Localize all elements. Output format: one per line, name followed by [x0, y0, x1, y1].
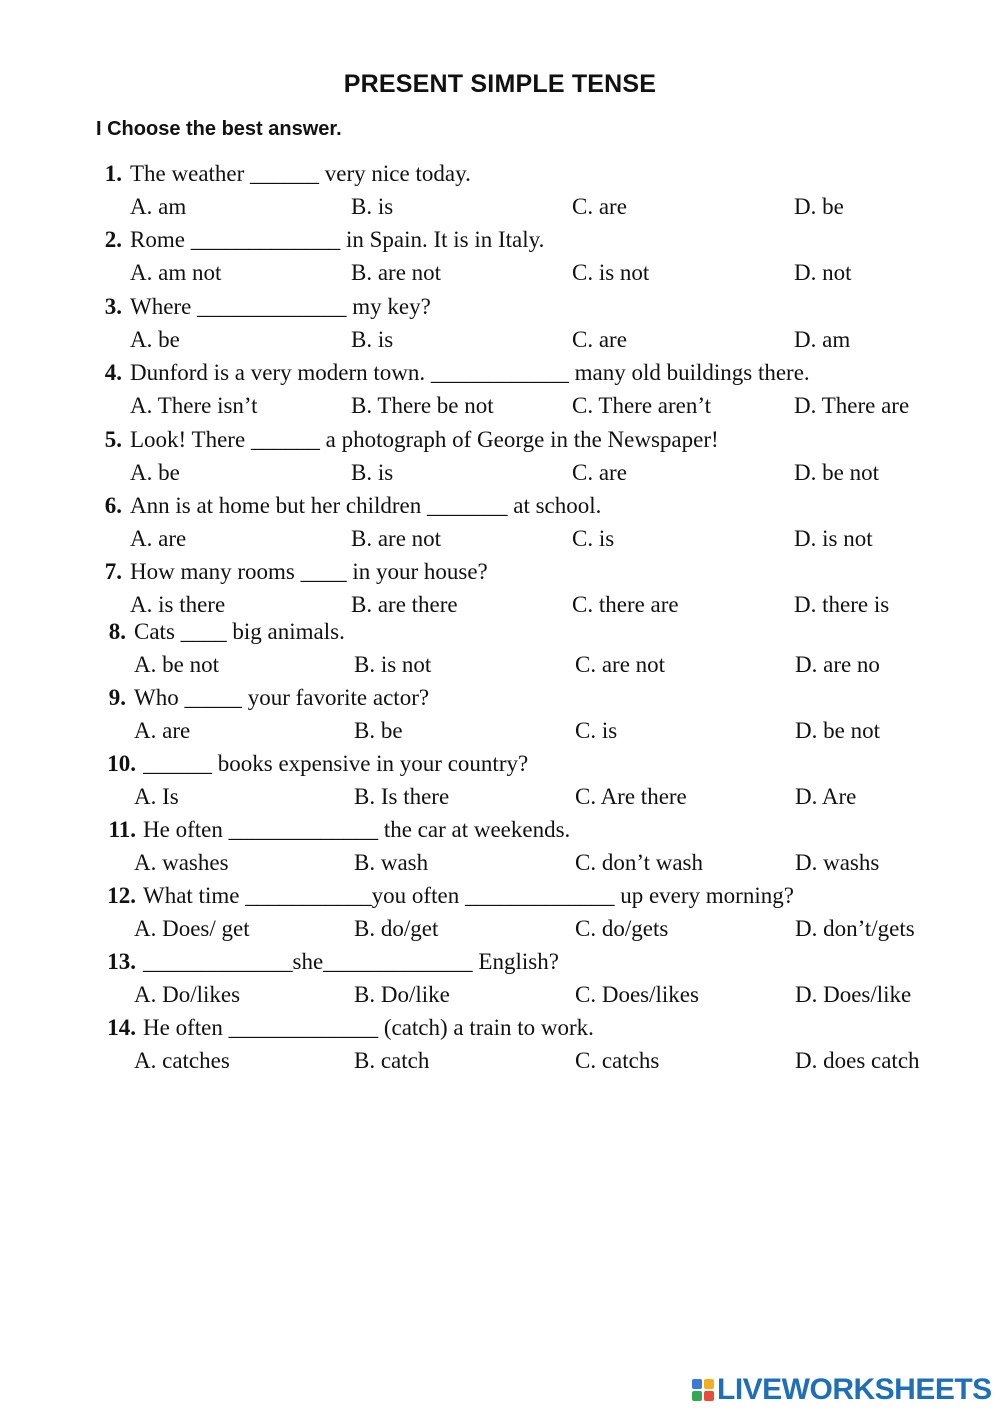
question-10	[0, 747, 1000, 813]
question-number: 9.	[108, 685, 126, 711]
option-d[interactable]: D. don’t/gets	[795, 916, 915, 942]
question-stem: Where _____________ my key?	[130, 293, 431, 319]
option-d[interactable]: D. There are	[794, 393, 910, 419]
question-number: 7.	[104, 559, 122, 585]
liveworksheets-logo	[692, 1374, 992, 1406]
question-stem: How many rooms ____ in your house?	[130, 559, 488, 585]
option-a[interactable]: A. catches	[134, 1048, 230, 1074]
question-stem: He often _____________ (catch) a train to work.	[143, 1015, 594, 1041]
question-stem: The weather ______ very nice today.	[130, 161, 471, 186]
option-c[interactable]: C. are not	[575, 652, 666, 678]
question-stem: Ann is at home but her children _______ at school.	[130, 492, 602, 518]
option-a[interactable]: A. Do/likes	[134, 982, 241, 1008]
option-c[interactable]: C. is	[572, 525, 615, 551]
question-number: 12.	[107, 883, 136, 909]
option-b[interactable]: B. are not	[351, 260, 442, 286]
option-a[interactable]: A. am not	[130, 260, 222, 286]
question-14	[0, 1011, 1000, 1077]
question-2	[0, 223, 1000, 289]
option-c[interactable]: C. don’t wash	[575, 850, 703, 876]
question-12	[0, 879, 1000, 945]
option-d[interactable]: D. are no	[795, 652, 880, 678]
option-b[interactable]: B. is	[351, 194, 394, 219]
option-d[interactable]: D. be not	[795, 718, 880, 744]
option-d[interactable]: D. washs	[795, 850, 880, 876]
question-3	[0, 290, 1000, 356]
option-b[interactable]: B. are not	[351, 525, 442, 551]
question-stem: Look! There ______ a photograph of George in the Newspaper!	[130, 426, 719, 452]
option-b[interactable]: B. is not	[354, 652, 432, 678]
option-d[interactable]: D. Are	[795, 784, 857, 810]
question-7	[0, 555, 1000, 618]
question-number: 11.	[108, 817, 136, 843]
question-4	[0, 356, 1000, 422]
option-b[interactable]: B. Is there	[354, 784, 450, 810]
question-1	[0, 157, 1000, 223]
question-stem: _____________she_____________ English?	[143, 949, 559, 975]
option-b[interactable]: B. Do/like	[354, 982, 450, 1008]
liveworksheets-icon	[692, 1379, 714, 1401]
section-instruction: I Choose the best answer.	[96, 118, 342, 140]
question-stem: Cats ____ big animals.	[134, 619, 345, 645]
question-stem: Who _____ your favorite actor?	[134, 685, 430, 711]
question-stem: Dunford is a very modern town. ____________ many old buildings there.	[130, 360, 810, 386]
option-c[interactable]: C. Are there	[575, 784, 687, 810]
question-stem: ______ books expensive in your country?	[143, 751, 529, 777]
option-d[interactable]: D. be	[794, 194, 844, 219]
question-stem: What time ___________you often _____________ up every morning?	[143, 883, 794, 909]
option-b[interactable]: B. is	[351, 459, 394, 485]
question-number: 10.	[107, 751, 136, 777]
option-a[interactable]: A. There isn’t	[130, 393, 258, 419]
option-a[interactable]: A. are	[134, 718, 191, 744]
option-c[interactable]: C. do/gets	[575, 916, 669, 942]
option-c[interactable]: C. are	[572, 326, 627, 352]
page-title: PRESENT SIMPLE TENSE	[343, 70, 657, 98]
option-b[interactable]: B. is	[351, 326, 394, 352]
option-a[interactable]: A. Is	[134, 784, 179, 810]
question-stem: Rome _____________ in Spain. It is in Italy.	[130, 227, 545, 253]
option-a[interactable]: A. am	[130, 194, 187, 219]
question-number: 5.	[104, 426, 122, 452]
option-a[interactable]: A. are	[130, 525, 187, 551]
question-number: 1.	[104, 161, 122, 186]
option-d[interactable]: D. there is	[794, 592, 890, 618]
option-b[interactable]: B. There be not	[351, 393, 494, 419]
option-b[interactable]: B. wash	[354, 850, 429, 876]
option-c[interactable]: C. Does/likes	[575, 982, 699, 1008]
option-c[interactable]: C. is not	[572, 260, 650, 286]
option-a[interactable]: A. washes	[134, 850, 229, 876]
question-11	[0, 813, 1000, 879]
question-stem: He often _____________ the car at weekends.	[143, 817, 571, 843]
question-number: 3.	[104, 293, 122, 319]
option-d[interactable]: D. does catch	[795, 1048, 920, 1074]
question-number: 8.	[108, 619, 126, 645]
question-number: 4.	[104, 360, 122, 386]
option-a[interactable]: A. be	[130, 459, 180, 485]
question-number: 2.	[104, 227, 122, 253]
option-c[interactable]: C. catchs	[575, 1048, 660, 1074]
option-d[interactable]: D. not	[794, 260, 852, 286]
option-b[interactable]: B. do/get	[354, 916, 439, 942]
option-d[interactable]: D. is not	[794, 525, 873, 551]
question-number: 14.	[107, 1015, 136, 1041]
watermark-text: LIVEWORKSHEETS	[717, 1373, 992, 1406]
question-9	[0, 681, 1000, 747]
option-d[interactable]: D. be not	[794, 459, 879, 485]
question-5	[0, 423, 1000, 489]
option-c[interactable]: C. are	[572, 194, 627, 219]
option-a[interactable]: A. is there	[130, 592, 226, 618]
option-a[interactable]: A. be	[130, 326, 180, 352]
option-c[interactable]: C. are	[572, 459, 627, 485]
option-d[interactable]: D. am	[794, 326, 851, 352]
option-c[interactable]: C. is	[575, 718, 618, 744]
question-list	[0, 157, 1000, 1077]
option-b[interactable]: B. are there	[351, 592, 458, 618]
question-13	[0, 945, 1000, 1011]
option-c[interactable]: C. there are	[572, 592, 679, 618]
option-b[interactable]: B. be	[354, 718, 403, 744]
option-b[interactable]: B. catch	[354, 1048, 430, 1074]
option-a[interactable]: A. Does/ get	[134, 916, 250, 942]
option-c[interactable]: C. There aren’t	[572, 393, 712, 419]
option-a[interactable]: A. be not	[134, 652, 219, 678]
question-8	[0, 615, 1000, 681]
question-6	[0, 489, 1000, 555]
option-d[interactable]: D. Does/like	[795, 982, 912, 1008]
question-number: 6.	[104, 492, 122, 518]
question-number: 13.	[107, 949, 136, 975]
